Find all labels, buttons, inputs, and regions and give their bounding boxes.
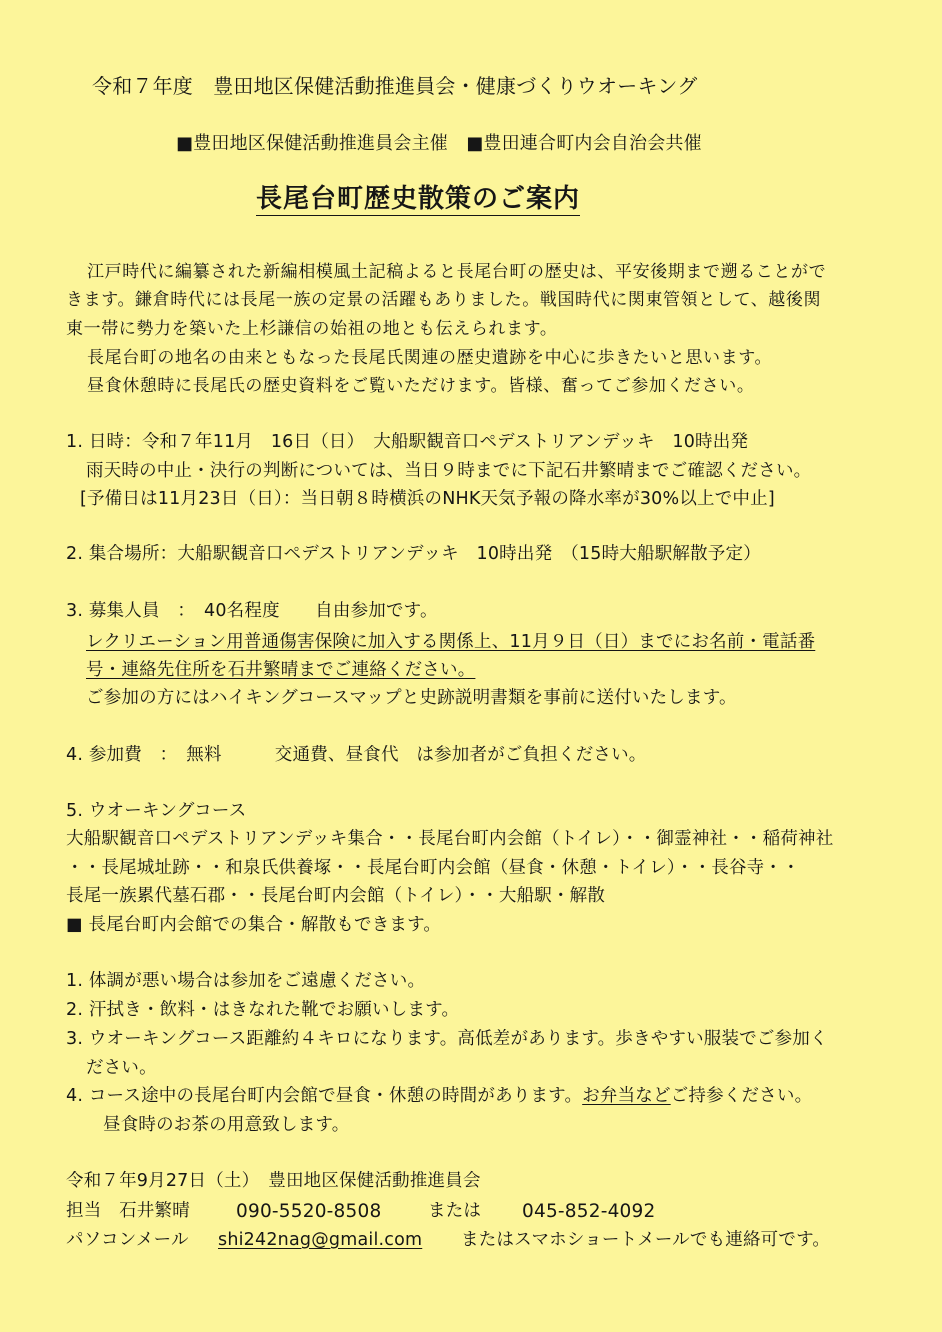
intro-line-4: 長尾台町の地名の由来ともなった長尾氏関連の歴史遺跡を中心に歩きたいと思います。	[87, 348, 773, 368]
intro-line-5: 昼食休憩時に長尾氏の歴史資料をご覧いただけます。皆様、奮ってご参加ください。	[87, 376, 755, 396]
meeting-place-line: 2. 集合場所：大船駅観音口ペデストリアンデッキ 10時出発 （15時大船駅解散予定）	[66, 544, 761, 564]
course-route-line-2: ・・長尾城址跡・・和泉氏供養塚・・長尾台町内会館（昼食・休憩・トイレ）・・長谷寺・・	[66, 858, 800, 878]
course-route-line-3: 長尾一族累代墓石郡・・長尾台町内会館（トイレ）・・大船駅・解散	[66, 886, 606, 906]
organizers-line: ■豊田地区保健活動推進員会主催 ■豊田連合町内会自治会共催	[176, 133, 702, 154]
recruitment-line: 3. 募集人員 ： 40名程度 自由参加です。	[66, 601, 438, 621]
backup-date-line: [予備日は11月23日（日）：当日朝８時横浜のNHK天気予報の降水率が30%以上で中止]	[80, 489, 775, 509]
note-4-text-end: ご持参ください。	[670, 1086, 813, 1106]
note-4-text: 4. コース途中の長尾台町内会館で昼食・休憩の時間があります。	[66, 1086, 583, 1106]
sms-note: またはスマホショートメールでも連絡可です。	[461, 1230, 831, 1250]
intro-line-1: 江戸時代に編纂された新編相模風土記稿よると長尾台町の歴史は、平安後期まで遡ることがで	[87, 262, 827, 282]
contact-person: 担当 石井繁晴	[66, 1201, 190, 1221]
insurance-notice-line-1: レクリエーション用普通傷害保険に加入する関係上、11月９日（日）までにお名前・電話番	[86, 632, 816, 652]
bento-underlined: お弁当など	[582, 1086, 671, 1106]
phone-mobile: 090-5520-8508	[236, 1201, 382, 1222]
fee-line: 4. 参加費 ： 無料 交通費、昼食代 は参加者がご負担ください。	[66, 745, 647, 765]
intro-line-2: きます。鎌倉時代には長尾一族の定景の活躍もありました。戦国時代に関東管領として、越後関	[66, 290, 822, 310]
pc-mail-label: パソコンメール	[66, 1230, 189, 1250]
note-1: 1. 体調が悪い場合は参加をご遠慮ください。	[66, 971, 426, 991]
or-label: または	[428, 1201, 482, 1221]
note-3-line-1: 3. ウオーキングコース距離約４キロになります。高低差があります。歩きやすい服装でご参加く	[66, 1029, 828, 1049]
course-route-line-1: 大船駅観音口ペデストリアンデッキ集合・・長尾台町内会館（トイレ）・・御霊神社・・稲荷神社	[66, 829, 834, 849]
note-2: 2. 汗拭き・飲料・はきなれた靴でお願いします。	[66, 1000, 460, 1020]
note-3-line-2: ださい。	[86, 1058, 157, 1078]
course-map-notice: ご参加の方にはハイキングコースマップと史跡説明書類を事前に送付いたします。	[86, 688, 737, 708]
document-title: 長尾台町歴史散策のご案内	[256, 184, 581, 214]
intro-line-3: 東一帯に勢力を築いた上杉謙信の始祖の地とも伝えられます。	[66, 319, 558, 339]
insurance-notice-line-2: 号・連絡先住所を石井繁晴までご連絡ください。	[86, 660, 476, 680]
course-note: ■ 長尾台町内会館での集合・解散もできます。	[66, 915, 442, 935]
email-link[interactable]: shi242nag@gmail.com	[218, 1230, 423, 1250]
rain-decision-line: 雨天時の中止・決行の判断については、当日９時までに下記石井繁晴までご確認ください。	[86, 461, 812, 481]
note-4-line-2: 昼食時のお茶の用意致します。	[103, 1115, 350, 1135]
note-4-line-1	[66, 1088, 812, 1106]
phone-landline: 045-852-4092	[522, 1201, 656, 1222]
course-heading: 5. ウオーキングコース	[66, 801, 247, 821]
footer-date-org: 令和７年9月27日（土） 豊田地区保健活動推進員会	[66, 1171, 481, 1191]
event-title: 令和７年度 豊田地区保健活動推進員会・健康づくりウオーキング	[92, 74, 698, 98]
date-line: 1. 日時：令和７年11月 16日（日） 大船駅観音口ペデストリアンデッキ 10時出発	[66, 432, 749, 452]
